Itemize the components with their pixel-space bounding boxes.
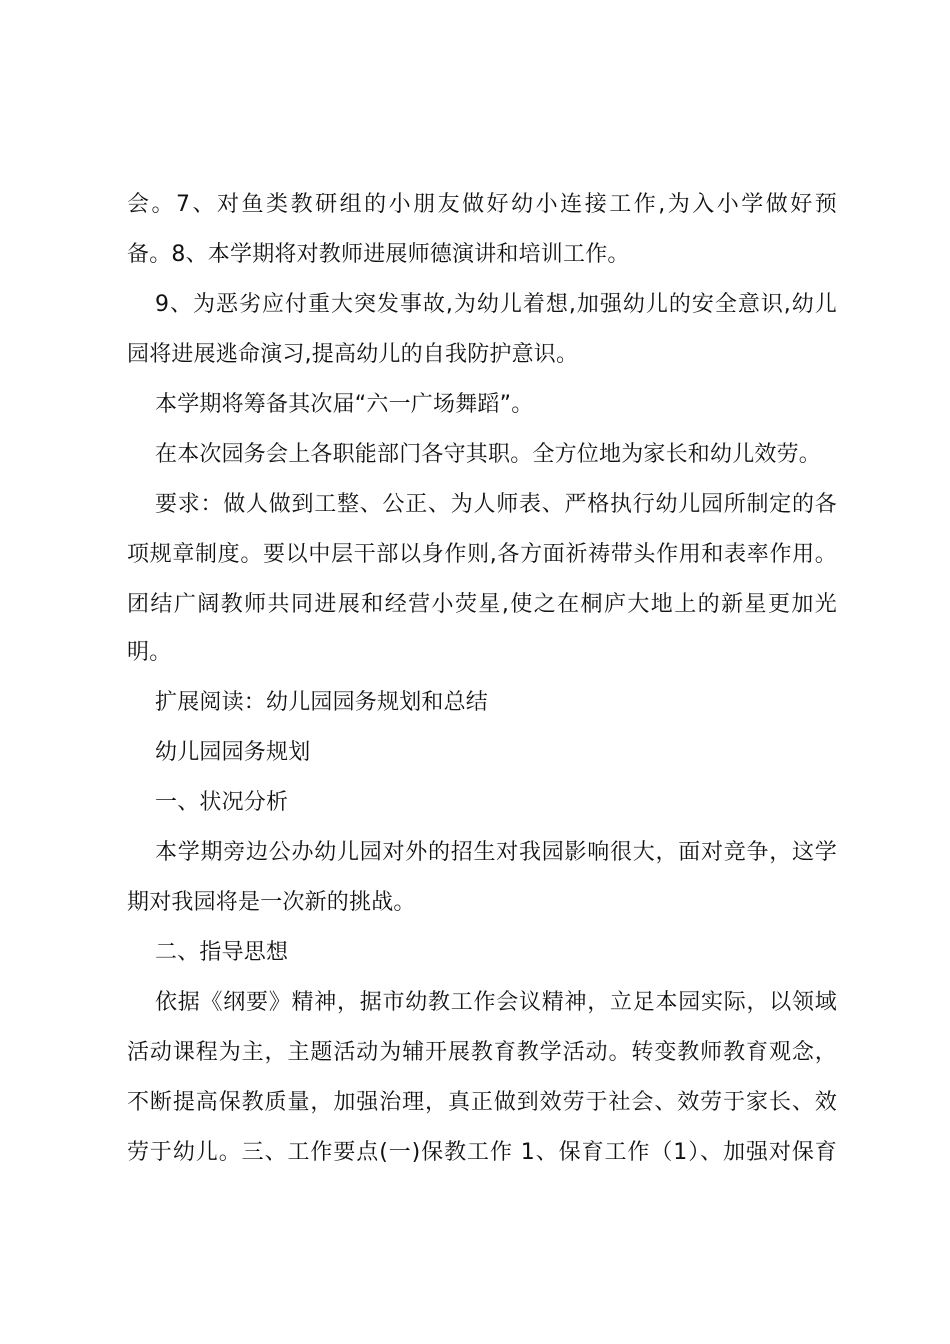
text-line: 本学期旁边公办幼儿园对外的招生对我园影响很大，面对竞争，这学 — [155, 840, 837, 865]
text-line: 备。8、本学期将对教师进展师德演讲和培训工作。 — [127, 242, 630, 267]
text-line: 要求：做人做到工整、公正、为人师表、严格执行幼儿园所制定的各 — [155, 492, 837, 517]
text-line: 会。7、对鱼类教研组的小朋友做好幼小连接工作,为入小学做好预 — [127, 192, 837, 217]
text-line: 依据《纲要》精神，据市幼教工作会议精神，立足本园实际，以领域 — [155, 990, 837, 1015]
text-line: 一、状况分析 — [155, 790, 289, 815]
text-line: 本学期将筹备其次届“六一广场舞蹈”。 — [155, 392, 534, 417]
text-line: 不断提高保教质量，加强治理，真正做到效劳于社会、效劳于家长、效 — [127, 1090, 837, 1115]
text-line: 劳于幼儿。三、工作要点(一)保教工作 1、保育工作（1）、加强对保育 — [127, 1140, 837, 1165]
text-line: 项规章制度。要以中层干部以身作则,各方面祈祷带头作用和表率作用。 — [127, 542, 837, 567]
text-line: 二、指导思想 — [155, 940, 289, 965]
text-line: 幼儿园园务规划 — [155, 740, 311, 765]
text-line: 在本次园务会上各职能部门各守其职。全方位地为家长和幼儿效劳。 — [155, 442, 822, 467]
text-line: 明。 — [127, 640, 172, 665]
text-line: 9、为恶劣应付重大突发事故,为幼儿着想,加强幼儿的安全意识,幼儿 — [155, 292, 837, 317]
text-line: 活动课程为主，主题活动为辅开展教育教学活动。转变教师教育观念， — [127, 1040, 837, 1065]
text-line: 园将进展逃命演习,提高幼儿的自我防护意识。 — [127, 342, 579, 367]
text-line: 期对我园将是一次新的挑战。 — [127, 890, 416, 915]
text-line: 扩展阅读：幼儿园园务规划和总结 — [155, 690, 489, 715]
text-line: 团结广阔教师共同进展和经营小荧星,使之在桐庐大地上的新星更加光 — [127, 592, 837, 617]
